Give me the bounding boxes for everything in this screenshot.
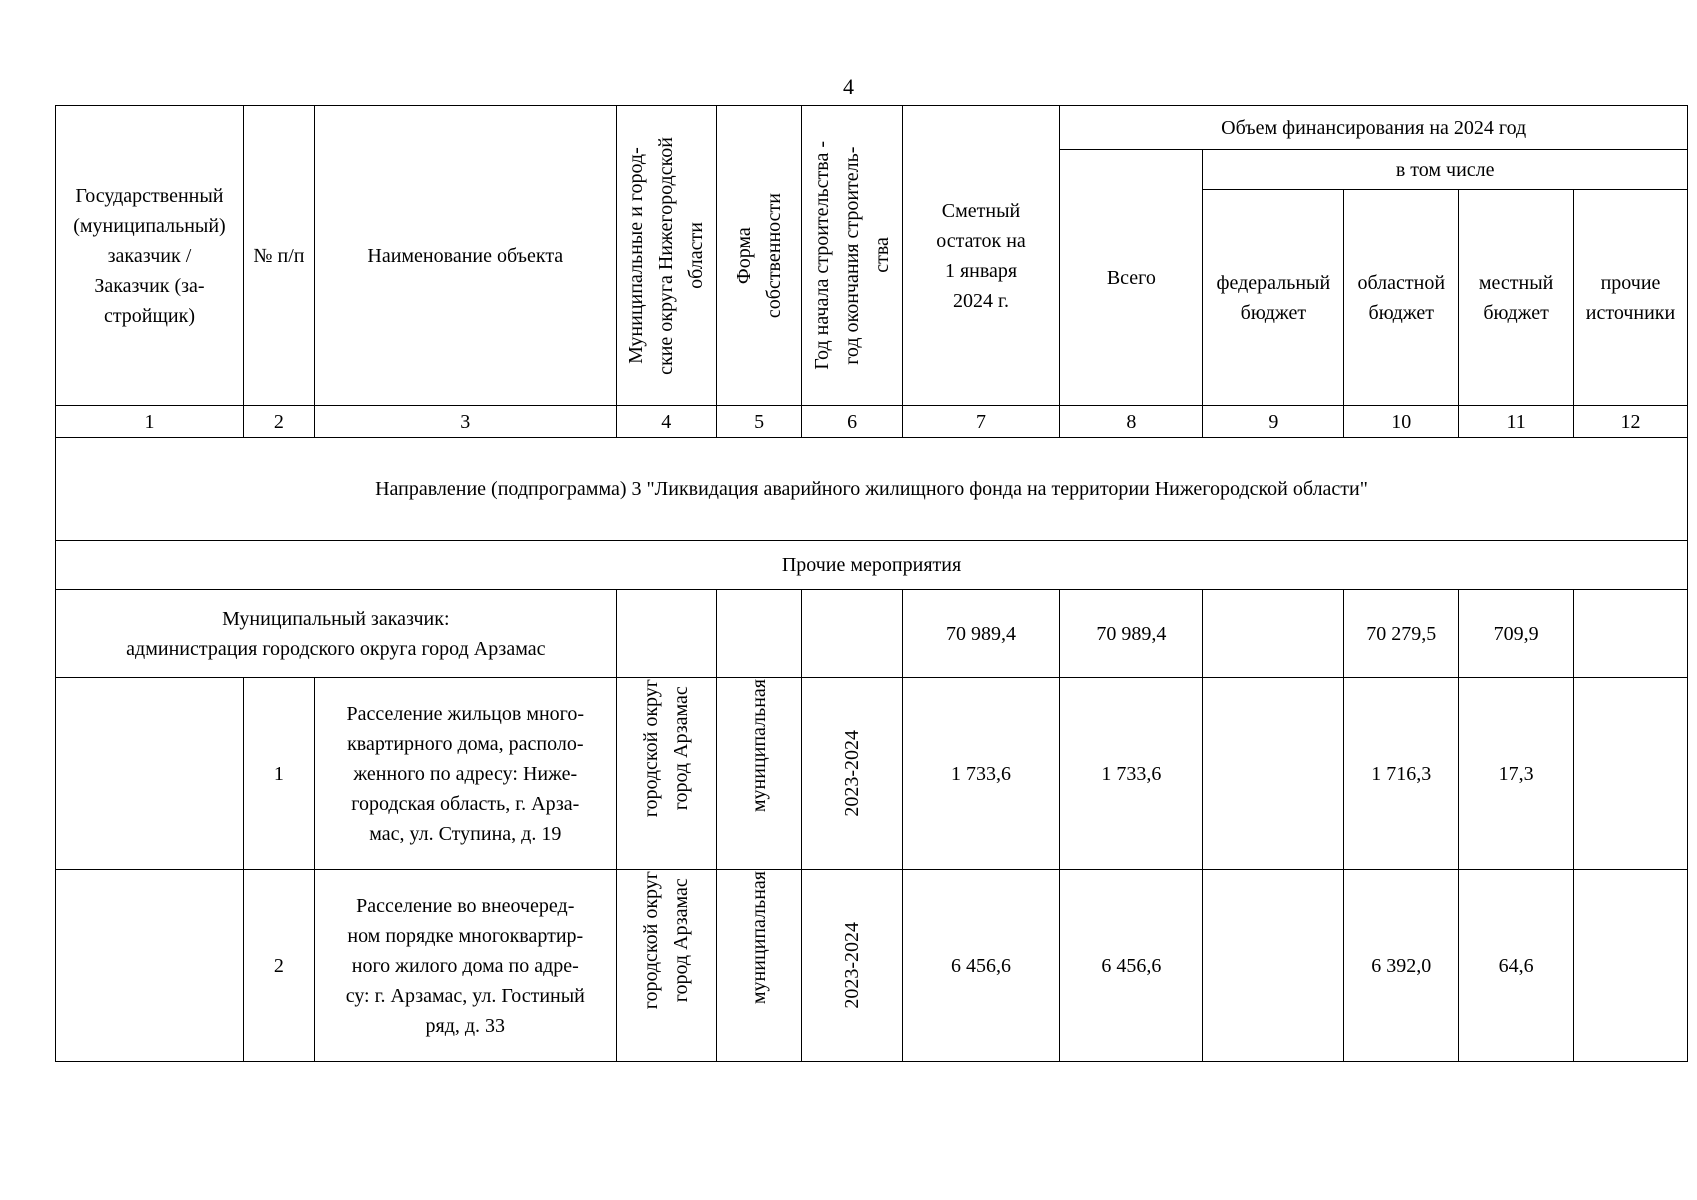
row-other bbox=[1574, 870, 1688, 1062]
header-municipality: Муниципальные и город- ские округа Нижегородской области bbox=[616, 106, 716, 406]
row-local: 64,6 bbox=[1459, 870, 1574, 1062]
header-regional: областной бюджет bbox=[1344, 190, 1459, 406]
header-object-name: Наименование объекта bbox=[314, 106, 616, 406]
customer-balance: 70 989,4 bbox=[902, 590, 1060, 678]
customer-regional: 70 279,5 bbox=[1344, 590, 1459, 678]
row-regional: 6 392,0 bbox=[1344, 870, 1459, 1062]
customer-row bbox=[56, 590, 1688, 678]
row-regional: 1 716,3 bbox=[1344, 678, 1459, 870]
column-number: 7 bbox=[902, 406, 1060, 438]
row-federal bbox=[1203, 870, 1344, 1062]
column-number: 2 bbox=[243, 406, 314, 438]
column-number: 5 bbox=[716, 406, 802, 438]
header-balance: Сметный остаток на 1 января 2024 г. bbox=[902, 106, 1060, 406]
row-federal bbox=[1203, 678, 1344, 870]
column-number: 12 bbox=[1574, 406, 1688, 438]
direction-title: Направление (подпрограмма) 3 "Ликвидация аварийного жилищного фонда на территории Нижегородской области" bbox=[56, 438, 1688, 541]
column-number: 1 bbox=[56, 406, 244, 438]
header-years: Год начала строительства - год окончания строитель- ства bbox=[802, 106, 902, 406]
row-other bbox=[1574, 678, 1688, 870]
column-numbers-row bbox=[56, 406, 1688, 438]
header-local: местный бюджет bbox=[1459, 190, 1574, 406]
customer-name: Муниципальный заказчик: администрация городского округа город Арзамас bbox=[56, 590, 617, 678]
table-row bbox=[56, 678, 1688, 870]
column-number: 10 bbox=[1344, 406, 1459, 438]
row-num: 1 bbox=[243, 678, 314, 870]
row-local: 17,3 bbox=[1459, 678, 1574, 870]
customer-other bbox=[1574, 590, 1688, 678]
row-object: Расселение жильцов много- квартирного дома, располо- женного по адресу: Ниже- городская область, г. Арза- мас, ул. Ступина, д. 19 bbox=[314, 678, 616, 870]
customer-local: 709,9 bbox=[1459, 590, 1574, 678]
column-number: 8 bbox=[1060, 406, 1203, 438]
row-num: 2 bbox=[243, 870, 314, 1062]
table-cell bbox=[616, 590, 716, 678]
column-number: 3 bbox=[314, 406, 616, 438]
header-federal: федеральный бюджет bbox=[1203, 190, 1344, 406]
header-total: Всего bbox=[1060, 150, 1203, 406]
row-total: 6 456,6 bbox=[1060, 870, 1203, 1062]
header-including: в том числе bbox=[1203, 150, 1688, 190]
header-other: прочие источники bbox=[1574, 190, 1688, 406]
header-ownership: Форма собственности bbox=[716, 106, 802, 406]
table-row bbox=[56, 870, 1688, 1062]
row-balance: 6 456,6 bbox=[902, 870, 1060, 1062]
section-title: Прочие мероприятия bbox=[56, 541, 1688, 590]
column-number: 9 bbox=[1203, 406, 1344, 438]
row-ownership: муниципальная bbox=[716, 678, 802, 870]
row-ownership: муниципальная bbox=[716, 870, 802, 1062]
row-years: 2023-2024 bbox=[802, 678, 902, 870]
financing-table bbox=[55, 105, 1688, 1062]
column-number: 4 bbox=[616, 406, 716, 438]
column-number: 11 bbox=[1459, 406, 1574, 438]
customer-federal bbox=[1203, 590, 1344, 678]
row-municipality: городской округ город Арзамас bbox=[616, 870, 716, 1062]
header-num: № п/п bbox=[243, 106, 314, 406]
row-balance: 1 733,6 bbox=[902, 678, 1060, 870]
page-number: 4 bbox=[843, 74, 854, 99]
row-municipality: городской округ город Арзамас bbox=[616, 678, 716, 870]
row-total: 1 733,6 bbox=[1060, 678, 1203, 870]
table-cell bbox=[716, 590, 802, 678]
header-customer: Государственный (муниципальный) заказчик / Заказчик (за- стройщик) bbox=[56, 106, 244, 406]
table-cell bbox=[56, 678, 244, 870]
table-cell bbox=[802, 590, 902, 678]
table-cell bbox=[56, 870, 244, 1062]
row-object: Расселение во внеочеред- ном порядке многоквартир- ного жилого дома по адре- су: г. Арзамас, ул. Гостиный ряд, д. 33 bbox=[314, 870, 616, 1062]
header-funding-title: Объем финансирования на 2024 год bbox=[1060, 106, 1688, 150]
column-number: 6 bbox=[802, 406, 902, 438]
row-years: 2023-2024 bbox=[802, 870, 902, 1062]
customer-total: 70 989,4 bbox=[1060, 590, 1203, 678]
